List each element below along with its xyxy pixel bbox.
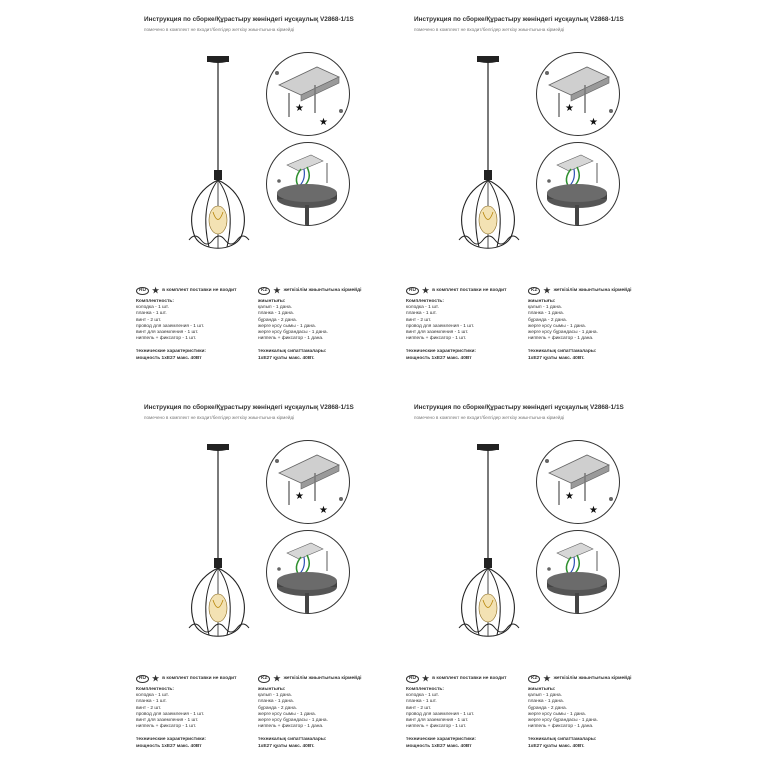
star-icon: ★ xyxy=(421,673,430,683)
kit-item: планка - 1 шт. xyxy=(136,311,167,317)
ru-badge: RU xyxy=(136,287,149,295)
kz-tech-caption: техникалық сипаттамалары: xyxy=(258,349,327,355)
kit-item: винт для заземления - 1 шт. xyxy=(136,718,199,724)
kit-item: жерге қосу бұрандасы - 1 дана. xyxy=(528,330,598,336)
ru-tech-caption: технические характеристики: xyxy=(136,349,207,355)
kit-item: планка - 1 дана. xyxy=(528,699,564,705)
kit-item: винт для заземления - 1 шт. xyxy=(406,718,469,724)
kz-items xyxy=(258,693,398,730)
kit-item: колодка - 1 шт. xyxy=(406,693,439,699)
star-icon: ★ xyxy=(543,673,551,683)
kz-tech-value: 1хЕ27 қуаты макс. 40Вт. xyxy=(258,355,315,361)
legend-kz xyxy=(258,287,398,362)
sheet-title: Инструкция по сборке/Құрастыру жөніндегі нұсқаулық V2868-1/1S xyxy=(414,16,624,23)
kit-item: ниппель + фиксатор - 1 шт. xyxy=(136,336,197,342)
sheet-subtitle: помечено в комплект не входит/белгідер жеткізу жиынтығына кірмейді xyxy=(414,415,565,420)
kit-item: винт - 2 шт. xyxy=(406,705,432,711)
kit-item: провод для заземления - 1 шт. xyxy=(136,711,205,717)
sheet-title: Инструкция по сборке/Құрастыру жөніндегі нұсқаулық V2868-1/1S xyxy=(414,404,624,411)
instruction-sheet xyxy=(388,12,733,361)
ru-note: в комплект поставки не входит xyxy=(162,675,237,681)
pendant-lamp-illustration xyxy=(443,440,533,640)
star-icon: ★ xyxy=(273,285,281,295)
not-included-star-icon: ★ xyxy=(565,491,574,502)
not-included-star-icon: ★ xyxy=(319,117,328,128)
star-icon: ★ xyxy=(543,285,551,295)
ru-caption: Комплектность: xyxy=(406,299,444,304)
legend-ru xyxy=(406,287,526,362)
ru-tech-value: мощность 1хЕ27 макс. 40Вт xyxy=(136,355,202,361)
star-icon: ★ xyxy=(151,673,160,683)
kit-item: провод для заземления - 1 шт. xyxy=(406,323,475,329)
ru-items xyxy=(406,305,526,342)
ru-items xyxy=(136,305,256,342)
kit-item: винт - 2 шт. xyxy=(406,317,432,323)
kit-item: планка - 1 шт. xyxy=(406,699,437,705)
ru-tech-value: мощность 1хЕ27 макс. 40Вт xyxy=(406,355,472,361)
kz-badge: KZ xyxy=(258,675,270,683)
legend-ru xyxy=(406,675,526,750)
ru-caption: Комплектность: xyxy=(406,687,444,692)
mounting-bracket-diagram xyxy=(536,52,620,136)
kit-item: винт - 2 шт. xyxy=(136,317,162,323)
kit-item: винт для заземления - 1 шт. xyxy=(136,330,199,336)
kz-items xyxy=(258,305,398,342)
mounting-bracket-diagram xyxy=(536,440,620,524)
sheet-title: Инструкция по сборке/Құрастыру жөніндегі нұсқаулық V2868-1/1S xyxy=(144,404,354,411)
sheet-subtitle: помечено в комплект не входит/белгідер жеткізу жиынтығына кірмейді xyxy=(144,27,295,32)
kz-tech-value: 1хЕ27 қуаты макс. 40Вт. xyxy=(258,743,315,749)
kit-item: жерге қосу сымы - 1 дана. xyxy=(528,323,587,329)
legend-ru xyxy=(136,675,256,750)
kz-note: жеткізілім жиынтығына кірмейді xyxy=(283,675,362,681)
not-included-star-icon: ★ xyxy=(589,117,598,128)
kit-item: ниппель + фиксатор - 1 дана. xyxy=(528,336,594,342)
kz-caption: жиынтығы: xyxy=(258,687,286,692)
kit-item: ниппель + фиксатор - 1 дана. xyxy=(528,724,594,730)
ru-items xyxy=(136,693,256,730)
legend-kz xyxy=(528,287,668,362)
not-included-star-icon: ★ xyxy=(295,103,304,114)
kit-item: қалып - 1 дана. xyxy=(258,305,292,311)
kit-item: жерге қосу бұрандасы - 1 дана. xyxy=(258,330,328,336)
kit-item: колодка - 1 шт. xyxy=(406,305,439,311)
kz-note: жеткізілім жиынтығына кірмейді xyxy=(553,675,632,681)
ru-note: в комплект поставки не входит xyxy=(432,675,507,681)
mounting-bracket-diagram xyxy=(266,440,350,524)
kit-item: қалып - 1 дана. xyxy=(528,693,562,699)
ru-badge: RU xyxy=(136,675,149,683)
kz-caption: жиынтығы: xyxy=(528,687,556,692)
kit-item: планка - 1 дана. xyxy=(258,311,294,317)
kit-item: жерге қосу сымы - 1 дана. xyxy=(258,711,317,717)
kit-item: планка - 1 дана. xyxy=(258,699,294,705)
pendant-lamp-illustration xyxy=(173,52,263,252)
kit-item: винт для заземления - 1 шт. xyxy=(406,330,469,336)
kit-item: қалып - 1 дана. xyxy=(528,305,562,311)
star-icon: ★ xyxy=(421,285,430,295)
kz-tech-value: 1хЕ27 қуаты макс. 40Вт. xyxy=(528,743,585,749)
kit-item: колодка - 1 шт. xyxy=(136,305,169,311)
kz-caption: жиынтығы: xyxy=(258,299,286,304)
kit-item: провод для заземления - 1 шт. xyxy=(406,711,475,717)
ru-items xyxy=(406,693,526,730)
pendant-lamp-illustration xyxy=(173,440,263,640)
kit-item: ниппель + фиксатор - 1 шт. xyxy=(136,724,197,730)
canopy-wiring-diagram xyxy=(536,530,620,614)
not-included-star-icon: ★ xyxy=(589,505,598,516)
kit-item: винт - 2 шт. xyxy=(136,705,162,711)
instruction-sheet xyxy=(388,400,733,749)
ru-tech-value: мощность 1хЕ27 макс. 40Вт xyxy=(136,743,202,749)
kz-tech-caption: техникалық сипаттамалары: xyxy=(528,349,597,355)
kz-tech-caption: техникалық сипаттамалары: xyxy=(258,737,327,743)
kz-note: жеткізілім жиынтығына кірмейді xyxy=(553,287,632,293)
kz-badge: KZ xyxy=(258,287,270,295)
ru-tech-caption: технические характеристики: xyxy=(136,737,207,743)
kit-item: ниппель + фиксатор - 1 шт. xyxy=(406,336,467,342)
kz-items xyxy=(528,305,668,342)
canopy-wiring-diagram xyxy=(266,530,350,614)
sheet-title: Инструкция по сборке/Құрастыру жөніндегі нұсқаулық V2868-1/1S xyxy=(144,16,354,23)
ru-caption: Комплектность: xyxy=(136,687,174,692)
kit-item: планка - 1 дана. xyxy=(528,311,564,317)
ru-note: в комплект поставки не входит xyxy=(162,287,237,293)
not-included-star-icon: ★ xyxy=(319,505,328,516)
star-icon: ★ xyxy=(273,673,281,683)
legend-kz xyxy=(528,675,668,750)
kz-badge: KZ xyxy=(528,287,540,295)
kit-item: жерге қосу бұрандасы - 1 дана. xyxy=(528,718,598,724)
kz-note: жеткізілім жиынтығына кірмейді xyxy=(283,287,362,293)
canopy-wiring-diagram xyxy=(536,142,620,226)
kit-item: бұранда - 2 дана. xyxy=(258,317,297,323)
ru-caption: Комплектность: xyxy=(136,299,174,304)
ru-badge: RU xyxy=(406,675,419,683)
kit-item: ниппель + фиксатор - 1 дана. xyxy=(258,724,324,730)
kz-tech-value: 1хЕ27 қуаты макс. 40Вт. xyxy=(528,355,585,361)
kit-item: бұранда - 2 дана. xyxy=(258,705,297,711)
kz-tech-caption: техникалық сипаттамалары: xyxy=(528,737,597,743)
canopy-wiring-diagram xyxy=(266,142,350,226)
kz-badge: KZ xyxy=(528,675,540,683)
pendant-lamp-illustration xyxy=(443,52,533,252)
legend-kz xyxy=(258,675,398,750)
kit-item: колодка - 1 шт. xyxy=(136,693,169,699)
ru-tech-value: мощность 1хЕ27 макс. 40Вт xyxy=(406,743,472,749)
kz-items xyxy=(528,693,668,730)
ru-tech-caption: технические характеристики: xyxy=(406,349,477,355)
kit-item: бұранда - 2 дана. xyxy=(528,317,567,323)
kit-item: жерге қосу сымы - 1 дана. xyxy=(528,711,587,717)
kit-item: жерге қосу сымы - 1 дана. xyxy=(258,323,317,329)
kit-item: қалып - 1 дана. xyxy=(258,693,292,699)
kz-caption: жиынтығы: xyxy=(528,299,556,304)
kit-item: ниппель + фиксатор - 1 шт. xyxy=(406,724,467,730)
not-included-star-icon: ★ xyxy=(565,103,574,114)
star-icon: ★ xyxy=(151,285,160,295)
ru-note: в комплект поставки не входит xyxy=(432,287,507,293)
mounting-bracket-diagram xyxy=(266,52,350,136)
sheet-subtitle: помечено в комплект не входит/белгідер жеткізу жиынтығына кірмейді xyxy=(414,27,565,32)
kit-item: ниппель + фиксатор - 1 дана. xyxy=(258,336,324,342)
kit-item: жерге қосу бұрандасы - 1 дана. xyxy=(258,718,328,724)
not-included-star-icon: ★ xyxy=(295,491,304,502)
kit-item: планка - 1 шт. xyxy=(406,311,437,317)
kit-item: бұранда - 2 дана. xyxy=(528,705,567,711)
kit-item: планка - 1 шт. xyxy=(136,699,167,705)
ru-badge: RU xyxy=(406,287,419,295)
ru-tech-caption: технические характеристики: xyxy=(406,737,477,743)
kit-item: провод для заземления - 1 шт. xyxy=(136,323,205,329)
sheet-subtitle: помечено в комплект не входит/белгідер жеткізу жиынтығына кірмейді xyxy=(144,415,295,420)
legend-ru xyxy=(136,287,256,362)
